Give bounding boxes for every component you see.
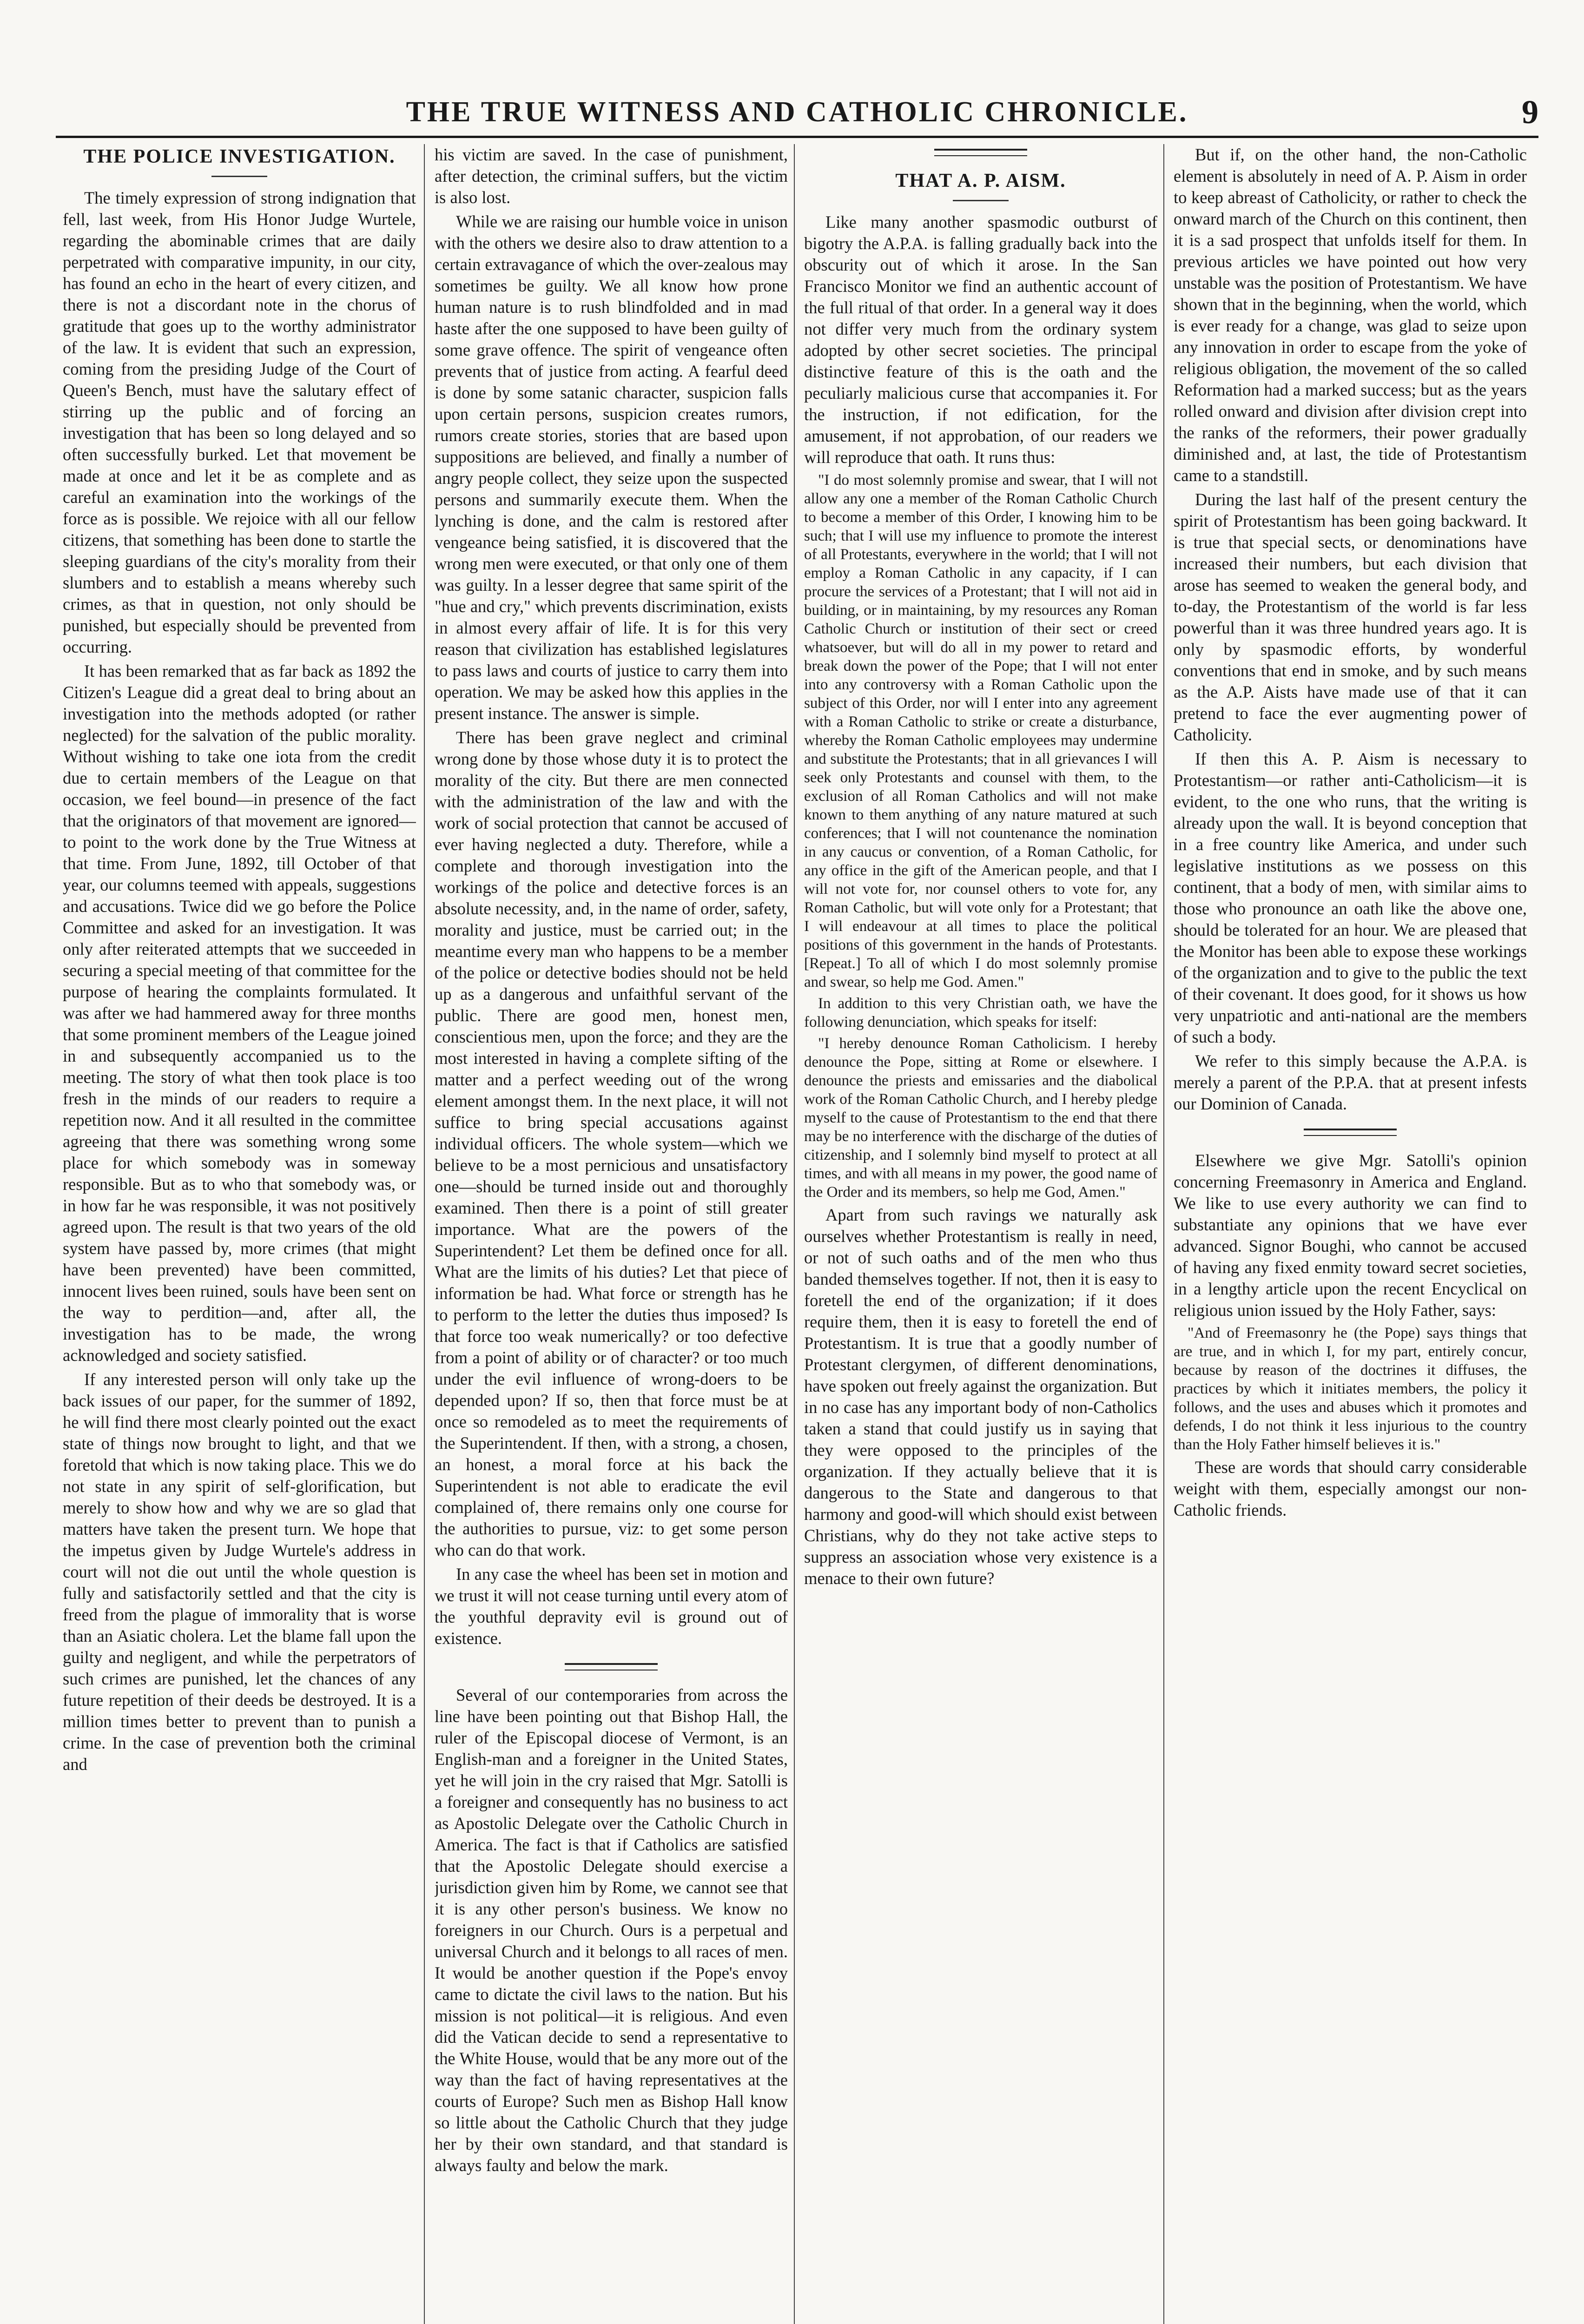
paragraph: While we are raising our humble voice in unison with the others we desire also to draw attention to a certain extravagance of which the over-zealous may sometimes be guilty. We all know how prone human nature is to rush blindfolded and in mad haste after the one supposed to have been guilty of some grave offence. The spirit of vengeance often prevents that of justice from acting. A fearful deed is done by some satanic character, suspicion falls upon certain persons, suspicion creates rumors, rumors create stories, stories that are based upon suppositions are believed, and finally a number of angry people collect, they seize upon the suspected persons and summarily execute them. When the lynching is done, and the calm is restored after vengeance being satisfied, it is discovered that the wrong men were executed, or that only one of them was guilty. In a lesser degree that same spirit of the "hue and cry," which prevents discrimination, exists in almost every affair of life. It is for this very reason that civilization has established legislatures to pass laws and courts of justice to carry them into operation. We may be asked how this applies in the present instance. The answer is simple. bbox=[435, 212, 788, 723]
paragraph: During the last half of the present century the spirit of Protestantism has been going backward. It is true that special sects, or denominations have increased their numbers, but each division that arose has seemed to weaken the general body, and to-day, the Protestantism of the world is far less powerful than it was three hundred years ago. It is only by spasmodic efforts, by wonderful conventions that end in smoke, and by such means as the A.P. Aists have made use of that it can pretend to face the ever augmenting power of Catholicity. bbox=[1174, 490, 1527, 744]
paragraph: his victim are saved. In the case of punishment, after detection, the criminal suffers, but the victim is also lost. bbox=[435, 145, 788, 207]
paragraph: These are words that should carry considerable weight with them, especially amongst our non-Catholic friends. bbox=[1174, 1458, 1527, 1519]
masthead bbox=[56, 93, 1538, 135]
section-ornament bbox=[565, 1663, 658, 1670]
column-3 bbox=[804, 144, 1157, 2324]
newspaper-title: THE TRUE WITNESS AND CATHOLIC CHRONICLE. bbox=[406, 96, 1188, 128]
paragraph: In addition to this very Christian oath, we have the following denunciation, which speaks for itself: bbox=[804, 995, 1157, 1030]
article-heading: THAT A. P. AISM. bbox=[895, 170, 1066, 191]
page-number: 9 bbox=[1522, 93, 1538, 131]
paragraph: But if, on the other hand, the non-Catholic element is absolutely in need of A. P. Aism in order to keep abreast of Catholicity, or rather to check the onward march of the Church on this continent, then it is a sad prospect that unfolds itself for them. In previous articles we have pointed out how very unstable was the position of Protestantism. We have shown that in the beginning, when the world, which is ever ready for a change, was glad to seize upon any innovation in order to escape from the yoke of religious obligation, the movement of the so called Reformation had a marked success; but as the years rolled onward and division after division crept into the ranks of the reformers, their power gradually diminished and, at last, the tide of Protestantism came to a standstill. bbox=[1174, 145, 1527, 485]
section-ornament bbox=[934, 149, 1027, 156]
column-rule bbox=[794, 144, 795, 2324]
section-ornament bbox=[1304, 1129, 1397, 1136]
paragraph: The timely expression of strong indignation that fell, last week, from His Honor Judge Wurtele, regarding the abominable crimes that are daily perpetrated with comparative impunity, in our city, has found an echo in the heart of every citizen, and there is not a discordant note in the chorus of gratitude that goes up to the worthy administrator of the law. It is evident that such an expression, coming from the presiding Judge of the Court of Queen's Bench, must have the salutary effect of stirring up the public and of forcing an investigation that has been so long delayed and so often successfully burked. Let that movement be made at once and let it be as complete and as careful an examination into the workings of the force as is possible. We rejoice with all our fellow citizens, that something has been done to startle the sleeping guardians of the city's morality from their slumbers and to establish a means whereby such crimes, as that in question, not only should be punished, but especially should be prevented from occurring. bbox=[63, 188, 416, 656]
article-heading: THE POLICE INVESTIGATION. bbox=[83, 146, 396, 167]
paragraph: We refer to this simply because the A.P.A. is merely a parent of the P.P.A. that at present infests our Dominion of Canada. bbox=[1174, 1051, 1527, 1113]
paragraph: Elsewhere we give Mgr. Satolli's opinion concerning Freemasonry in America and England. We like to use every authority we can find to substantiate any opinions that we have ever advanced. Signor Boughi, who cannot be accused of having any fixed enmity toward secret societies, in a lengthy article upon the recent Encyclical on religious union issued by the Holy Father, says: bbox=[1174, 1151, 1527, 1320]
paragraph: In any case the wheel has been set in motion and we trust it will not cease turning until every atom of the youthful depravity evil is ground out of existence. bbox=[435, 1565, 788, 1648]
column-1 bbox=[63, 144, 416, 2324]
column-rule bbox=[424, 144, 425, 2324]
masthead-rule bbox=[56, 136, 1538, 138]
column-2 bbox=[435, 144, 788, 2324]
heading-rule bbox=[953, 200, 1009, 201]
column-4 bbox=[1174, 144, 1527, 2324]
paragraph: Several of our contemporaries from across the line have been pointing out that Bishop Hall, the ruler of the Episcopal diocese of Vermont, is an English-man and a foreigner in the United States, yet he will join in the cry raised that Mgr. Satolli is a foreigner and consequently has no business to act as Apostolic Delegate over the Catholic Church in America. The fact is that if Catholics are satisfied that the Apostolic Delegate should exercise a jurisdiction given him by Rome, we cannot see that it is any other person's business. We know no foreigners in our Church. Ours is a perpetual and universal Church and it belongs to all races of men. It would be another question if the Pope's envoy came to dictate the civil laws to the nation. But his mission is not political—it is religious. And even did the Vatican decide to send a representative to the White House, would that be any more out of the way than the fact of having representatives at the courts of Europe? Such men as Bishop Hall know so little about the Catholic Church that they judge her by their own standard, and that standard is always faulty and below the mark. bbox=[435, 1685, 788, 2175]
oath-quote: "I do most solemnly promise and swear, that I will not allow any one a member of the Roman Catholic Church to become a member of this Order, I knowing him to be such; that I will use my influence to promote the interest of all Protestants, everywhere in the world; that I will not employ a Roman Catholic in any capacity, if I can procure the services of a Protestant; that I will not aid in building, or in maintaining, by my resources any Roman Catholic Church or institution of their sect or creed whatsoever, but will do all in my power to retard and break down the power of the Pope; that I will not enter into any controversy with a Roman Catholic upon the subject of this Order, nor will I enter into any agreement with a Roman Catholic to strike or create a disturbance, whereby the Roman Catholic employees may undermine and substitute the Protestants; that in all grievances I will seek only Protestants and counsel with them, to the exclusion of all Roman Catholics and will not make known to them anything of any nature matured at such conferences; that I will not countenance the nomination in any caucus or convention, of a Roman Catholic, for any office in the gift of the American people, and that I will not vote for, nor counsel others to vote for, any Roman Catholic, but will vote only for a Protestant; that I will endeavour at all times to place the political positions of this government in the hands of Protestants. [Repeat.] To all of which I do most solemnly promise and swear, so help me God. Amen." bbox=[804, 472, 1157, 990]
column-rule bbox=[1163, 144, 1164, 2324]
paragraph: It has been remarked that as far back as 1892 the Citizen's League did a great deal to bring about an investigation into the methods adopted (or rather neglected) for the salvation of the public morality. Without wishing to take one iota from the credit due to certain members of the League on that occasion, we feel bound—in presence of the fact that the originators of that movement are ignored—to point to the work done by the True Witness at that time. From June, 1892, till October of that year, our columns teemed with appeals, suggestions and accusations. Twice did we go before the Police Committee and asked for an investigation. It was only after reiterated attempts that we succeeded in securing a special meeting of that committee for the purpose of hearing the complaints formulated. It was after we had hammered away for three months that some prominent members of the League joined in and subsequently accompanied us to the meeting. The story of what then took place is too fresh in the minds of our readers to require a repetition now. And it all resulted in the committee agreeing that there was something wrong some place for which somebody was in someway responsible. But as to who that somebody was, or in how far he was responsible, it was not positively agreed upon. The result is that two years of the old system have passed by, more crimes (that might have been prevented) have been committed, innocent lives been ruined, souls have been sent on the way to perdition—and, after all, the investigation has to be made, the wrong acknowledged and society satisfied. bbox=[63, 661, 416, 1365]
paragraph: Like many another spasmodic outburst of bigotry the A.P.A. is falling gradually back into the obscurity out of which it arose. In the San Francisco Monitor we find an authentic account of the full ritual of that order. In a general way it does not differ very much from the ordinary system adopted by other secret societies. The principal distinctive feature of this is the oath and the peculiarly malicious curse that accompanies it. For the instruction, if not edification, for the amusement, if not approbation, of our readers we will reproduce that oath. It runs thus: bbox=[804, 212, 1157, 467]
paragraph: Apart from such ravings we naturally ask ourselves whether Protestantism is really in need, or not of such oaths and of the men who thus banded themselves together. If not, then it is easy to foretell the end of the organization; if it does require them, then it is easy to foretell the end of Protestantism. It is true that a goodly number of Protestant clergymen, of different denominations, have spoken out freely against the organization. But in no case has any important body of non-Catholics taken a stand that could justify us in saying that they were opposed to the principles of the organization. If they actually believe that it is dangerous to the State and dangerous to that harmony and good-will which should exist between Christians, why do they not take active steps to suppress an association whose very existence is a menace to their own future? bbox=[804, 1205, 1157, 1588]
heading-rule bbox=[211, 176, 267, 177]
paragraph: If then this A. P. Aism is necessary to Protestantism—or rather anti-Catholicism—it is evident, to the one who runs, that the writing is already upon the wall. It is beyond conception that in a free country like America, and under such legislative institutions as we possess on this continent, that a body of men, with similar aims to those who pronounce an oath like the above one, should be tolerated for an hour. We are pleased that the Monitor has been able to expose these workings of the organization and to give to the public the text of their covenant. It does good, for it shows us how very unpatriotic and anti-national are the members of such a body. bbox=[1174, 749, 1527, 1046]
freemasonry-quote: "And of Freemasonry he (the Pope) says things that are true, and in which I, for my part, entirely concur, because by reason of the doctrines it diffuses, the practices by which it initiates members, the policy it follows, and the uses and abuses which it promotes and defends, I do not think it less injurious to the country than the Holy Father himself believes it is." bbox=[1174, 1325, 1527, 1453]
denunciation-quote: "I hereby denounce Roman Catholicism. I hereby denounce the Pope, sitting at Rome or elsewhere. I denounce the priests and emissaries and the diabolical work of the Roman Catholic Church, and I hereby pledge myself to the cause of Protestantism to the end that there may be no interference with the discharge of the duties of citizenship, and I solemnly bind myself to protect at all times, and with all means in my power, the good name of the Order and its members, so help me God, Amen." bbox=[804, 1035, 1157, 1201]
paragraph: There has been grave neglect and criminal wrong done by those whose duty it is to protect the morality of the city. But there are men connected with the administration of the law and with the work of social protection that cannot be accused of ever having neglected a duty. Therefore, while a complete and thorough investigation into the workings of the police and detective forces is an absolute necessity, and, in the name of order, safety, morality and justice, must be carried out; in the meantime every man who happens to be a member of the police or detective bodies should not be held up as a dangerous and unfaithful servant of the public. There are good men, honest men, conscientious men, upon the force; and they are the most interested in having a complete sifting of the matter and a perfect weeding out of the wrong element amongst them. In the next place, it will not suffice to bring special accusations against individual officers. The whole system—which we believe to be a most pernicious and unsatisfactory one—should be turned inside out and thoroughly examined. Then there is a point of still greater importance. What are the powers of the Superintendent? Let them be defined once for all. What are the limits of his duties? Let that piece of information be had. What force or strength has he to perform to the letter the duties thus imposed? Is that force too weak numerically? or too defective from a point of ability or of character? or too much under the evil influence of wrong-doers to be depended upon? If so, then that force must be at once so remodeled as to meet the requirements of the Superintendent. If then, with a strong, a chosen, an honest, a moral force at his back the Superintendent is not able to eradicate the evil complained of, there remains only one course for the authorities to pursue, viz: to get some person who can do that work. bbox=[435, 728, 788, 1559]
paragraph: If any interested person will only take up the back issues of our paper, for the summer of 1892, he will find there most clearly pointed out the exact state of things now brought to light, and that we foretold that which is now taking place. This we do not state in any spirit of self-glorification, but merely to show how and why we are so glad that matters have taken the present turn. We hope that the impetus given by Judge Wurtele's address in court will not die out until the whole question is fully and satisfactorily settled and that the city is freed from the plague of immorality that is worse than an Asiatic cholera. Let the blame fall upon the guilty and negligent, and while the perpetrators of such crimes are punished, let the chances of any future repetition of their deeds be destroyed. It is a million times better to prevent than to punish a crime. In the case of prevention both the criminal and bbox=[63, 1370, 416, 1774]
